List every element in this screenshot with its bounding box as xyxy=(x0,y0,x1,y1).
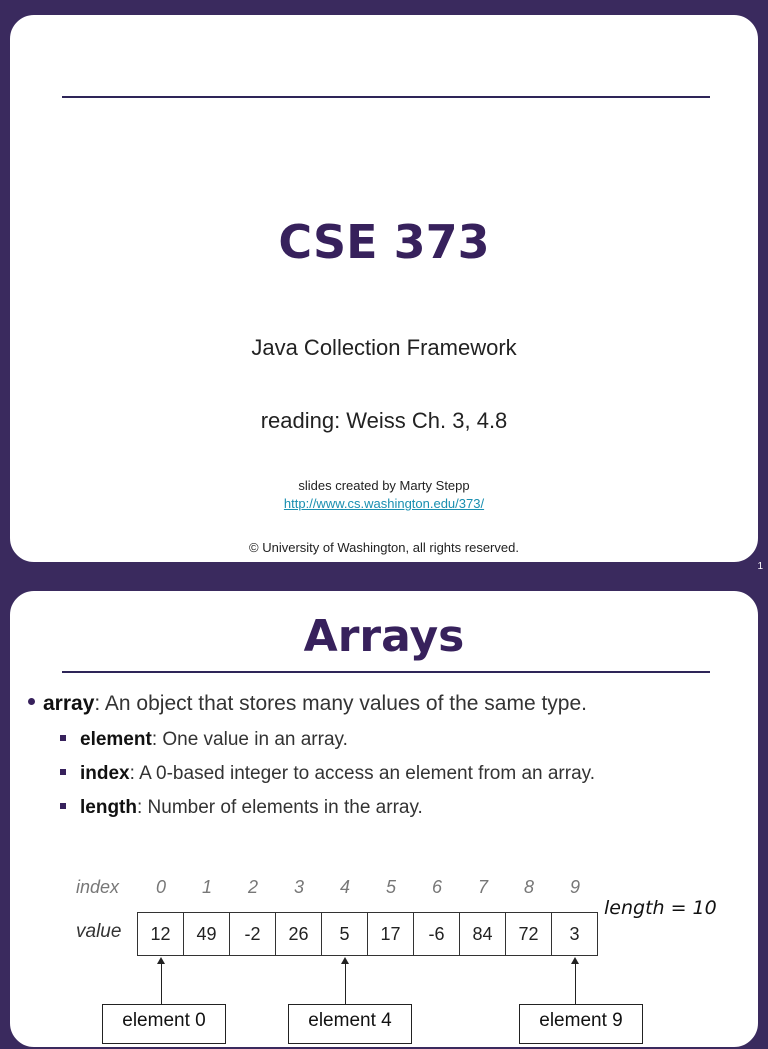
bullet-text: : An object that stores many values of the same type. xyxy=(94,692,587,715)
element-box: element 0 xyxy=(102,1004,226,1044)
slide-subtitle: Java Collection Framework xyxy=(251,335,517,360)
array-cell: 49 xyxy=(183,912,230,956)
index-number: 6 xyxy=(431,877,442,897)
subbullet-text: : Number of elements in the array. xyxy=(137,797,423,818)
array-cell: -2 xyxy=(229,912,276,956)
subbullet-length xyxy=(80,797,423,819)
array-cells xyxy=(138,912,598,956)
subbullet-element xyxy=(80,729,348,751)
reading-text: reading: Weiss Ch. 3, 4.8 xyxy=(260,408,508,433)
course-url-link[interactable]: http://www.cs.washington.edu/373/ xyxy=(283,496,485,511)
array-cell: 72 xyxy=(505,912,552,956)
index-number: 3 xyxy=(293,877,304,897)
slide-title: CSE 373 xyxy=(278,215,490,269)
arrow-line xyxy=(161,963,162,1005)
subbullet-term: length xyxy=(80,797,137,818)
arrow-line xyxy=(345,963,346,1005)
bullet-array xyxy=(28,692,587,716)
array-cell: 5 xyxy=(321,912,368,956)
bullet-dot-icon xyxy=(28,698,35,705)
arrays-slide xyxy=(8,589,760,1049)
slide-title: Arrays xyxy=(303,611,465,662)
length-label: length = 10 xyxy=(604,897,717,919)
arrow-line xyxy=(575,963,576,1005)
url-row xyxy=(10,496,758,511)
subbullet-text: : One value in an array. xyxy=(151,729,348,750)
credit-text: slides created by Marty Stepp xyxy=(298,478,470,493)
array-cell: 3 xyxy=(551,912,598,956)
array-cell: 17 xyxy=(367,912,414,956)
array-cell: -6 xyxy=(413,912,460,956)
title-rule xyxy=(62,671,710,673)
array-cell: 84 xyxy=(459,912,506,956)
subbullet-term: index xyxy=(80,763,130,784)
arrow-up-icon xyxy=(157,957,165,964)
square-bullet-icon xyxy=(60,735,66,741)
index-label: index xyxy=(76,877,120,897)
value-label: value xyxy=(76,921,122,942)
square-bullet-icon xyxy=(60,769,66,775)
array-cell: 12 xyxy=(137,912,184,956)
arrow-up-icon xyxy=(341,957,349,964)
index-number: 0 xyxy=(155,877,166,897)
element-box: element 9 xyxy=(519,1004,643,1044)
array-cell: 26 xyxy=(275,912,322,956)
subbullet-term: element xyxy=(80,729,152,750)
square-bullet-icon xyxy=(60,803,66,809)
subbullet-index xyxy=(80,763,595,785)
title-rule xyxy=(62,96,710,98)
index-number: 4 xyxy=(339,877,350,897)
arrow-up-icon xyxy=(571,957,579,964)
index-number: 9 xyxy=(569,877,580,897)
element-box: element 4 xyxy=(288,1004,412,1044)
bullet-term: array xyxy=(43,692,95,715)
index-number: 2 xyxy=(247,877,258,897)
copyright-text: © University of Washington, all rights reserved. xyxy=(249,540,519,555)
subbullet-text: : A 0-based integer to access an element from an array. xyxy=(129,763,596,784)
page-number: 1 xyxy=(757,561,763,572)
index-number: 1 xyxy=(201,877,212,897)
index-number: 5 xyxy=(385,877,396,897)
title-slide xyxy=(8,13,760,564)
index-number: 8 xyxy=(523,877,534,897)
index-number: 7 xyxy=(477,877,488,897)
